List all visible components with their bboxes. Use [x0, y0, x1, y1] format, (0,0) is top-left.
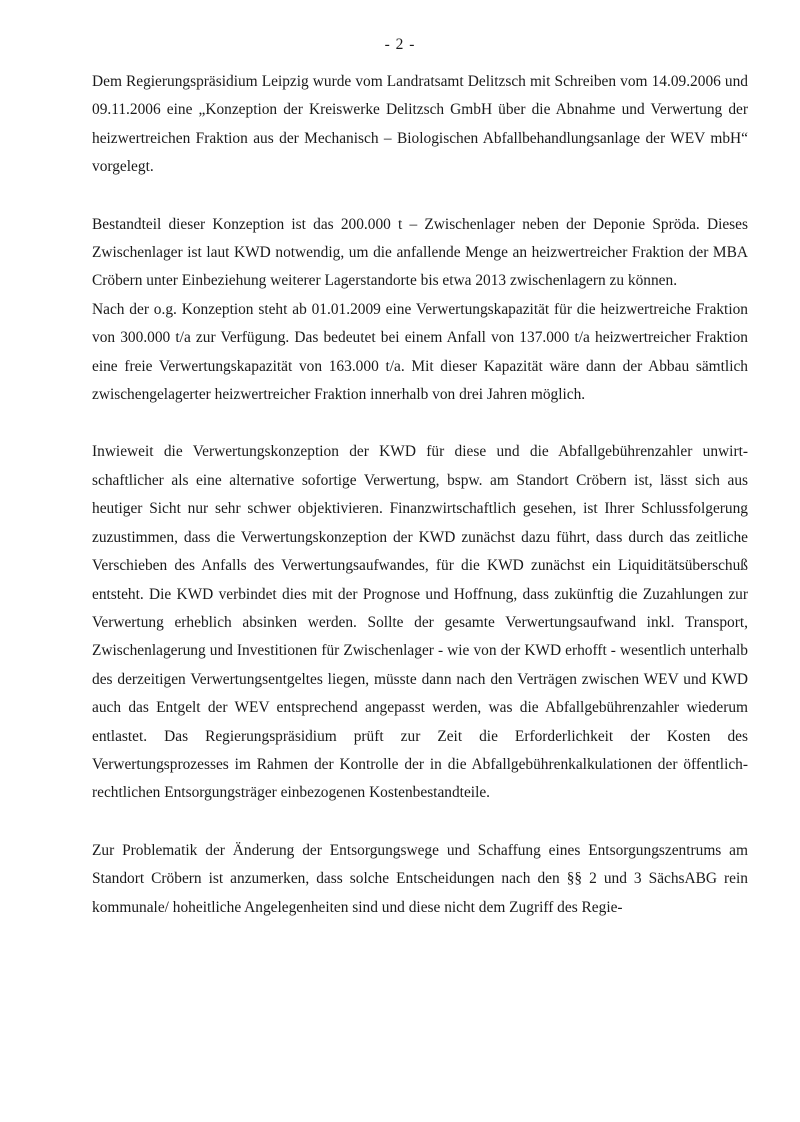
page-number: - 2 -	[384, 36, 416, 53]
paragraph-submission: Dem Regierungspräsidium Leipzig wurde vom Landratsamt Delitzsch mit Schreiben vom 14.09.2006 und 09.11.2006 eine „Konzeption der Kreiswerke Delitzsch GmbH über die Abnahme und Verwertung der heizwertreichen Fraktion aus der Mechanisch – Biologischen Abfallbehandlungsanlage der WEV mbH“ vorgelegt.	[92, 73, 748, 176]
paragraph-capacity: Nach der o.g. Konzeption steht ab 01.01.2009 eine Verwertungskapazität für die heizwertreiche Fraktion von 300.000 t/a zur Verfügung. Das bedeutet bei einem Anfall von 137.000 t/a heizwertreicher Fraktion eine freie Verwertungskapazität von 163.000 t/a. Mit dieser Kapazität wäre dann der Abbau sämtlich zwischengelagerter heizwertreicher Fraktion innerhalb von drei Jahren möglich.	[92, 300, 748, 404]
document-body	[92, 68, 748, 922]
paragraph-disposal-center: Zur Problematik der Änderung der Entsorgungswege und Schaffung eines Entsorgungszentrums am Standort Cröbern ist anzumerken, dass solche Entscheidungen nach den §§ 2 und 3 SächsABG rein kommunale/ hoheitliche Angelegenheiten sind und diese nicht dem Zugriff des Regie-	[92, 841, 748, 916]
paragraph-economics: Inwieweit die Verwertungskonzeption der KWD für diese und die Abfallgebührenzahler unwirtschaftlicher als eine alternative sofortige Verwertung, bspw. am Standort Cröbern ist, lässt sich aus heutiger Sicht nur sehr schwer objektivieren. Finanzwirtschaftlich gesehen, ist Ihrer Schlussfolgerung zuzustimmen, dass die Verwertungskonzeption der KWD zunächst dazu führt, dass durch das zeitliche Verschieben des Anfalls des Verwertungsaufwandes, für die KWD zunächst ein Liquiditätsüberschuß entsteht. Die KWD verbindet dies mit der Prognose und Hoffnung, dass zukünftig die Zuzahlungen zur Verwertung erheblich absinken werden. Sollte der gesamte Verwertungsaufwand inkl. Transport, Zwischenlagerung und Investitionen für Zwischenlager - wie von der KWD erhofft - wesentlich unterhalb des derzeitigen Verwertungsentgeltes liegen, müsste dann nach den Verträgen zwischen WEV und KWD auch das Entgelt der WEV entsprechend angepasst werden, was die Abfallgebührenzahler wiederum entlastet. Das Regierungspräsidium prüft zur Zeit die Erforderlichkeit der Kosten des Verwertungsprozesses im Rahmen der Kontrolle der in die Abfallgebührenkalkulationen der öffentlich-rechtlichen Entsorgungsträger einbezogenen Kostenbestandteile.	[92, 443, 748, 802]
paragraph-interim-storage: Bestandteil dieser Konzeption ist das 200.000 t – Zwischenlager neben der Deponie Spröda. Dieses Zwischenlager ist laut KWD notwendig, um die anfallende Menge an heizwertreicher Fraktion der MBA Cröbern unter Einbeziehung weiterer Lagerstandorte bis etwa 2013 zwischenlagern zu können.	[92, 215, 748, 290]
